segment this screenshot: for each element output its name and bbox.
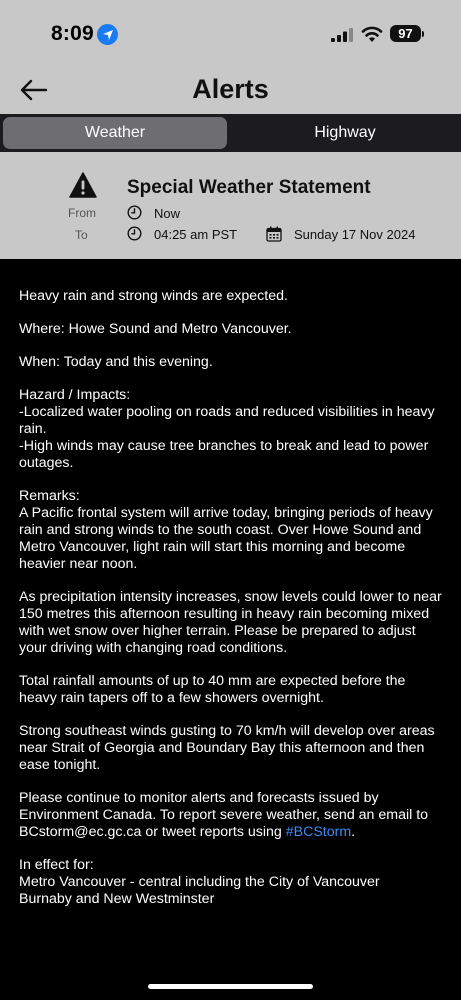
cellular-signal-icon xyxy=(331,28,353,42)
warning-triangle-icon xyxy=(69,172,97,198)
clock-icon xyxy=(127,226,142,241)
remarks-text: A Pacific frontal system will arrive today, bringing periods of heavy rain and strong winds to the south coast. Over Howe Sound and Metro Vancouver, light rain will start this morning and become heavier near noon. xyxy=(19,505,433,572)
to-label: To xyxy=(75,228,88,242)
remarks-heading: Remarks: xyxy=(19,488,80,504)
tab-highway[interactable]: Highway xyxy=(314,124,376,141)
body-paragraph: Where: Howe Sound and Metro Vancouver. xyxy=(19,321,292,337)
body-paragraph: Total rainfall amounts of up to 40 mm are expected before the heavy rain tapers off to a few showers overnight. xyxy=(19,673,406,706)
page-title: Alerts xyxy=(192,74,269,104)
body-paragraph: Strong southeast winds gusting to 70 km/h will develop over areas near Strait of Georgia and Boundary Bay this afternoon and then ease tonight. xyxy=(19,723,435,773)
alert-description xyxy=(19,288,444,924)
bcstorm-hashtag-link[interactable]: #BCStorm xyxy=(285,824,352,840)
clock-icon xyxy=(127,205,142,220)
location-arrow-icon xyxy=(97,24,118,45)
segmented-tabs xyxy=(0,114,461,152)
body-paragraph: When: Today and this evening. xyxy=(19,354,213,370)
hazard-section xyxy=(19,387,444,472)
status-time: 8:09 xyxy=(51,22,94,45)
hazard-heading: Hazard / Impacts: xyxy=(19,387,131,403)
in-effect-section xyxy=(19,857,444,908)
calendar-icon xyxy=(266,226,282,242)
battery-tip xyxy=(422,31,424,37)
battery-indicator: 97 xyxy=(390,25,421,42)
alert-title: Special Weather Statement xyxy=(127,177,371,198)
body-paragraph: Heavy rain and strong winds are expected. xyxy=(19,288,288,304)
home-indicator[interactable] xyxy=(148,984,313,989)
top-bar xyxy=(0,0,461,114)
remarks-section xyxy=(19,488,444,573)
report-paragraph xyxy=(19,790,444,841)
report-end: . xyxy=(351,824,356,840)
to-date: Sunday 17 Nov 2024 xyxy=(294,227,416,242)
hazard-line: -High winds may cause tree branches to break and lead to power outages. xyxy=(19,438,429,471)
tab-weather[interactable]: Weather xyxy=(3,117,227,149)
from-value: Now xyxy=(154,206,181,221)
report-text: Please continue to monitor alerts and forecasts issued by Environment Canada. To report severe weather, send an email to BCstorm@ec.gc.ca or tweet reports using xyxy=(19,790,429,840)
to-time: 04:25 am PST xyxy=(154,227,238,242)
wifi-icon xyxy=(361,25,383,43)
in-effect-region: Burnaby and New Westminster xyxy=(19,891,215,907)
hazard-line: -Localized water pooling on roads and reduced visibilities in heavy rain. xyxy=(19,404,435,437)
from-label: From xyxy=(68,206,96,220)
body-paragraph: As precipitation intensity increases, snow levels could lower to near 150 metres this afternoon resulting in heavy rain becoming mixed with wet snow over higher terrain. Please be prepared to adjust your driving with changing road conditions. xyxy=(19,589,442,656)
in-effect-heading: In effect for: xyxy=(19,857,94,873)
in-effect-region: Metro Vancouver - central including the City of Vancouver xyxy=(19,874,380,890)
